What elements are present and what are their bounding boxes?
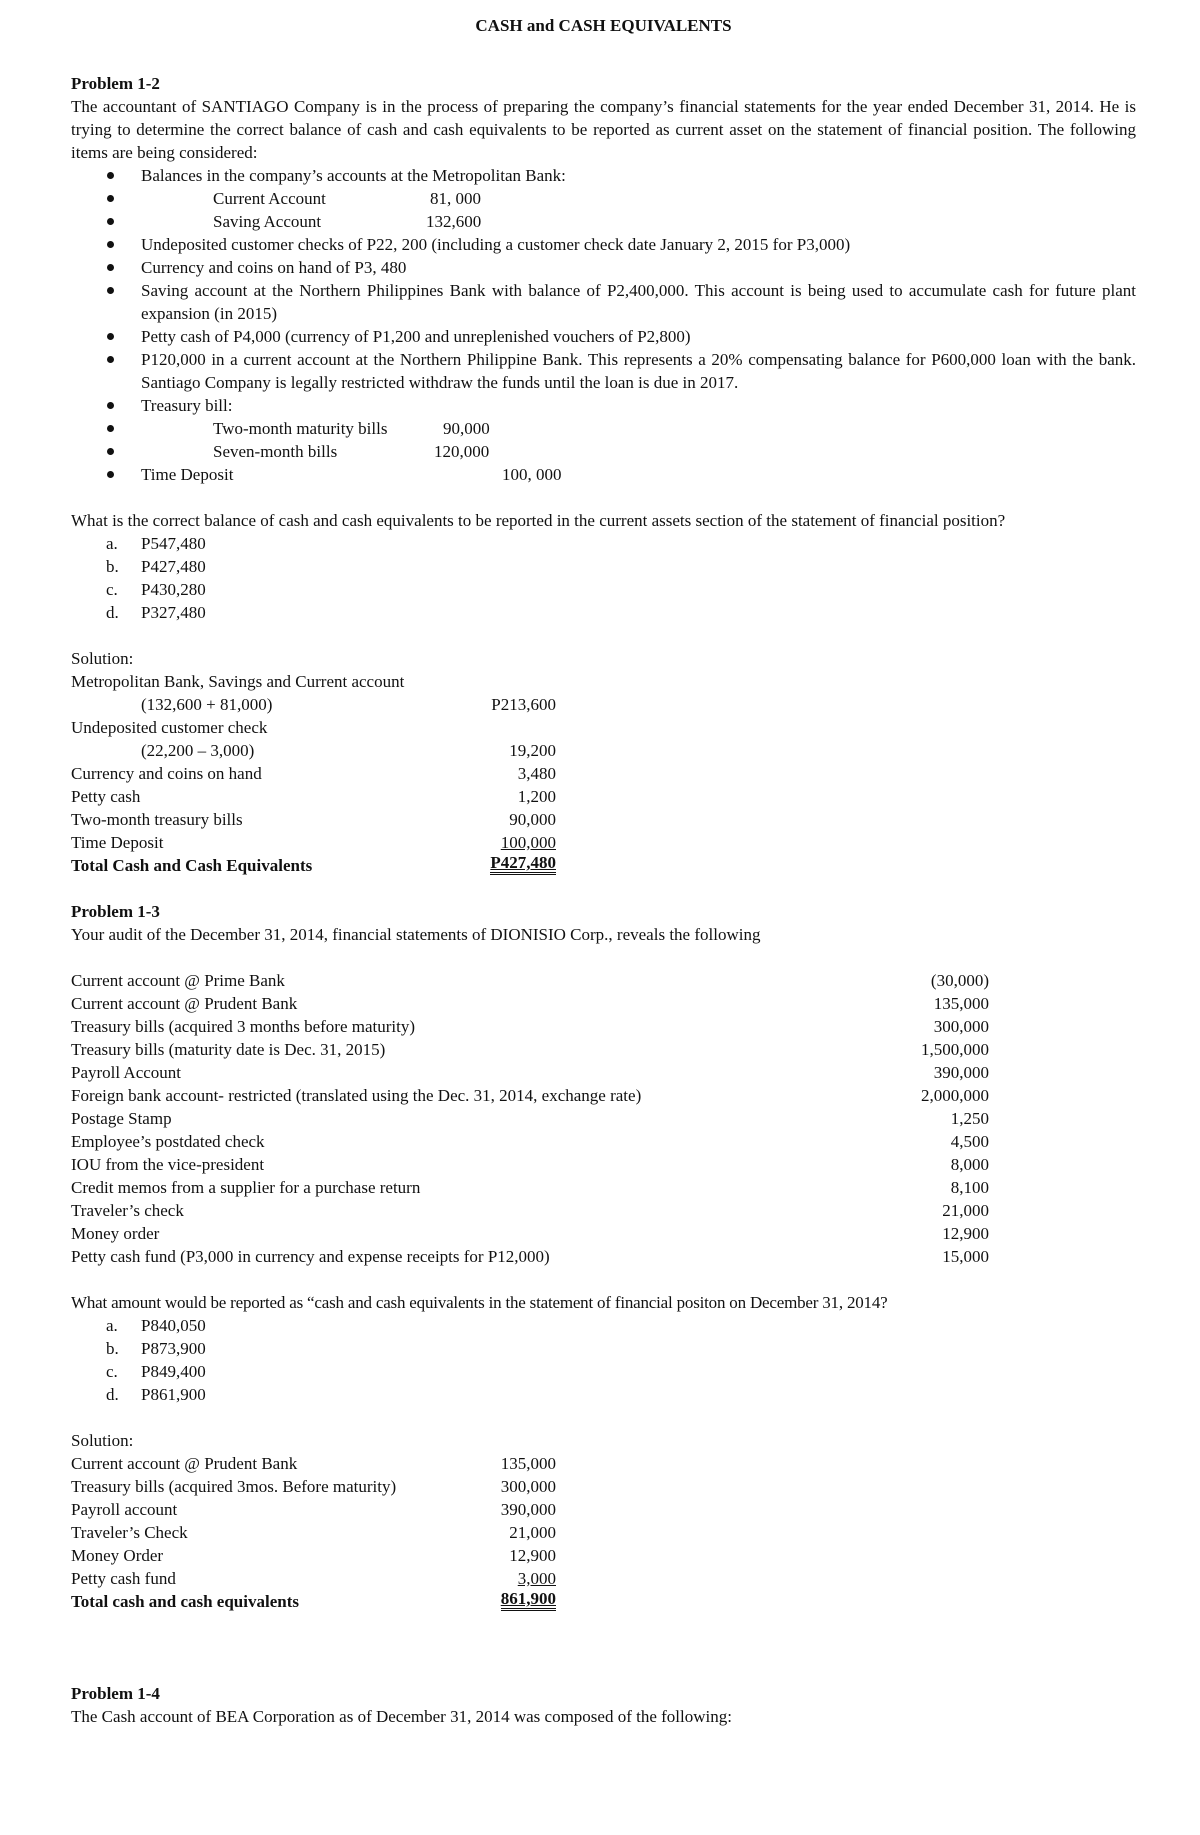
option-a: [71, 1314, 1136, 1337]
page-title: CASH and CASH EQUIVALENTS: [475, 16, 732, 35]
item-label: Foreign bank account- restricted (translated using the Dec. 31, 2014, exchange rate): [71, 1086, 642, 1105]
item-text: P120,000 in a current account at the Northern Philippine Bank. This represents a 20% compensating balance for P600,000 loan with the bank. Santiago Company is legally restricted withdraw the funds until the loan is due in 2017.: [141, 350, 1136, 392]
sub-item-label: Saving Account: [213, 212, 322, 231]
item-amount: 1,500,000: [921, 1040, 989, 1059]
option-b: [71, 1337, 1136, 1360]
table-row: [71, 992, 1136, 1015]
table-row: [71, 1084, 1136, 1107]
option-letter: d.: [106, 603, 119, 622]
solution-row: [71, 739, 1136, 762]
option-letter: d.: [106, 1385, 119, 1404]
item-label: Payroll Account: [71, 1063, 182, 1082]
sub-item-value: 120,000: [434, 442, 490, 461]
table-row: [71, 1130, 1136, 1153]
item-amount: 12,900: [942, 1224, 989, 1243]
list-item: [71, 348, 1136, 394]
problem-1-2-options: [71, 532, 1136, 624]
item-text: Undeposited customer checks of P22, 200 (including a customer check date January 2, 2015 for P3,000): [141, 235, 851, 254]
option-b: [71, 555, 1136, 578]
option-c: [71, 1360, 1136, 1383]
list-item: [71, 256, 1136, 279]
option-letter: b.: [106, 1339, 119, 1358]
item-label: Petty cash fund (P3,000 in currency and expense receipts for P12,000): [71, 1247, 550, 1266]
option-letter: b.: [106, 557, 119, 576]
list-item: [71, 279, 1136, 325]
solution-label: Petty cash: [71, 787, 141, 806]
problem-1-3-question: What amount would be reported as “cash and cash equivalents in the statement of financial positon on December 31, 2014?: [71, 1293, 888, 1312]
solution-total-label: Total cash and cash equivalents: [71, 1592, 299, 1611]
option-text: P430,280: [141, 580, 206, 599]
table-row: [71, 1015, 1136, 1038]
item-label: Treasury bills (acquired 3 months before maturity): [71, 1017, 416, 1036]
item-amount: 135,000: [933, 994, 989, 1013]
problem-1-3-items-table: [71, 969, 1136, 1268]
solution-row: [71, 1475, 1136, 1498]
problem-1-3-solution-label: Solution:: [71, 1431, 134, 1450]
option-text: P427,480: [141, 557, 206, 576]
item-label: Traveler’s check: [71, 1201, 184, 1220]
solution-amount: 1,200: [517, 787, 556, 806]
problem-1-2-intro: The accountant of SANTIAGO Company is in the process of preparing the company’s financial statements for the year ended December 31, 2014. He is trying to determine the correct balance of cash and cash equivalents to be reported as current asset on the statement of financial position. The following items are being considered:: [71, 97, 1136, 162]
option-text: P861,900: [141, 1385, 206, 1404]
item-text: Time Deposit: [141, 465, 234, 484]
item-amount: 15,000: [942, 1247, 989, 1266]
table-row: [71, 1199, 1136, 1222]
item-text: Saving account at the Northern Philippines Bank with balance of P2,400,000. This account is being used to accumulate cash for future plant expansion (in 2015): [141, 281, 1136, 323]
item-amount: 1,250: [950, 1109, 989, 1128]
sub-item: [71, 417, 1136, 440]
table-row: [71, 969, 1136, 992]
sub-item: [71, 440, 1136, 463]
solution-row: [71, 1567, 1136, 1590]
solution-label: Current account @ Prudent Bank: [71, 1454, 298, 1473]
option-text: P840,050: [141, 1316, 206, 1335]
solution-label: Two-month treasury bills: [71, 810, 243, 829]
problem-1-4-heading: Problem 1-4: [71, 1684, 160, 1703]
item-text: Treasury bill:: [141, 396, 233, 415]
solution-row: [71, 1544, 1136, 1567]
problem-1-4-intro: The Cash account of BEA Corporation as of December 31, 2014 was composed of the following:: [71, 1707, 732, 1726]
option-c: [71, 578, 1136, 601]
sub-item: [71, 210, 1136, 233]
item-amount: 8,100: [950, 1178, 989, 1197]
solution-row: [71, 808, 1136, 831]
list-item: [71, 394, 1136, 417]
list-item: [71, 463, 1136, 486]
sub-item-value: 90,000: [443, 419, 490, 438]
item-amount: 21,000: [942, 1201, 989, 1220]
option-letter: c.: [106, 580, 118, 599]
solution-label: Money Order: [71, 1546, 164, 1565]
sub-item-label: Two-month maturity bills: [213, 419, 388, 438]
solution-amount: 3,000: [517, 1569, 556, 1588]
list-item: [71, 233, 1136, 256]
solution-amount: 100,000: [500, 833, 556, 852]
item-label: Employee’s postdated check: [71, 1132, 265, 1151]
item-amount: (30,000): [930, 971, 989, 990]
solution-amount: 19,200: [509, 741, 556, 760]
solution-row: [71, 785, 1136, 808]
table-row: [71, 1222, 1136, 1245]
problem-1-2-items: [71, 164, 1136, 486]
table-row: [71, 1038, 1136, 1061]
table-row: [71, 1245, 1136, 1268]
solution-amount: 90,000: [509, 810, 556, 829]
item-label: Money order: [71, 1224, 160, 1243]
solution-label: Payroll account: [71, 1500, 178, 1519]
option-d: [71, 601, 1136, 624]
item-amount: 8,000: [950, 1155, 989, 1174]
item-value: 100, 000: [502, 465, 562, 484]
solution-row: [71, 831, 1136, 854]
table-row: [71, 1061, 1136, 1084]
sub-item: [71, 187, 1136, 210]
solution-label: Treasury bills (acquired 3mos. Before maturity): [71, 1477, 397, 1496]
solution-total-amount: 861,900: [501, 1590, 556, 1611]
table-row: [71, 1176, 1136, 1199]
solution-amount: 12,900: [509, 1546, 556, 1565]
item-amount: 2,000,000: [921, 1086, 989, 1105]
item-text: Balances in the company’s accounts at the Metropolitan Bank:: [141, 166, 566, 185]
option-letter: a.: [106, 1316, 118, 1335]
solution-row: [71, 670, 1136, 693]
option-letter: c.: [106, 1362, 118, 1381]
problem-1-2-question: What is the correct balance of cash and cash equivalents to be reported in the current assets section of the statement of financial position?: [71, 511, 1006, 530]
solution-amount: 135,000: [500, 1454, 556, 1473]
option-letter: a.: [106, 534, 118, 553]
solution-row: [71, 716, 1136, 739]
solution-label: Time Deposit: [71, 833, 164, 852]
solution-label: Metropolitan Bank, Savings and Current account: [71, 672, 405, 691]
sub-item-label: Seven-month bills: [213, 442, 338, 461]
solution-amount: 390,000: [500, 1500, 556, 1519]
solution-row: [71, 762, 1136, 785]
solution-label: (22,200 – 3,000): [141, 741, 255, 760]
solution-label: Currency and coins on hand: [71, 764, 262, 783]
item-amount: 300,000: [933, 1017, 989, 1036]
item-amount: 390,000: [933, 1063, 989, 1082]
item-label: IOU from the vice-president: [71, 1155, 265, 1174]
item-label: Treasury bills (maturity date is Dec. 31, 2015): [71, 1040, 386, 1059]
solution-row: [71, 1498, 1136, 1521]
item-label: Credit memos from a supplier for a purchase return: [71, 1178, 421, 1197]
item-label: Current account @ Prudent Bank: [71, 994, 298, 1013]
problem-1-3-intro: Your audit of the December 31, 2014, financial statements of DIONISIO Corp., reveals the following: [71, 925, 761, 944]
item-amount: 4,500: [950, 1132, 989, 1151]
problem-1-3-options: [71, 1314, 1136, 1406]
option-text: P849,400: [141, 1362, 206, 1381]
option-a: [71, 532, 1136, 555]
sub-item-value: 132,600: [426, 212, 482, 231]
solution-amount: 3,480: [517, 764, 556, 783]
solution-row: [71, 1452, 1136, 1475]
problem-1-2-solution-label: Solution:: [71, 649, 134, 668]
solution-total-amount: P427,480: [490, 854, 556, 875]
solution-total-row: [71, 1590, 1136, 1613]
solution-label: Traveler’s Check: [71, 1523, 188, 1542]
item-label: Postage Stamp: [71, 1109, 172, 1128]
problem-1-3-heading: Problem 1-3: [71, 902, 160, 921]
option-text: P873,900: [141, 1339, 206, 1358]
solution-amount: 21,000: [509, 1523, 556, 1542]
table-row: [71, 1153, 1136, 1176]
table-row: [71, 1107, 1136, 1130]
sub-item-label: Current Account: [213, 189, 326, 208]
item-text: Petty cash of P4,000 (currency of P1,200 and unreplenished vouchers of P2,800): [141, 327, 691, 346]
item-text: Currency and coins on hand of P3, 480: [141, 258, 407, 277]
option-d: [71, 1383, 1136, 1406]
sub-item-value: 81, 000: [430, 189, 481, 208]
list-item: [71, 164, 1136, 187]
problem-1-3-solution-table: [71, 1452, 1136, 1613]
solution-label: (132,600 + 81,000): [141, 695, 273, 714]
option-text: P327,480: [141, 603, 206, 622]
solution-row: [71, 1521, 1136, 1544]
problem-1-2-solution-table: [71, 670, 1136, 877]
solution-amount: P213,600: [491, 695, 556, 714]
option-text: P547,480: [141, 534, 206, 553]
problem-1-2-heading: Problem 1-2: [71, 74, 160, 93]
solution-label: Undeposited customer check: [71, 718, 268, 737]
item-label: Current account @ Prime Bank: [71, 971, 285, 990]
solution-row: [71, 693, 1136, 716]
solution-total-label: Total Cash and Cash Equivalents: [71, 856, 313, 875]
solution-amount: 300,000: [500, 1477, 556, 1496]
document-page: [71, 0, 1136, 1728]
solution-total-row: [71, 854, 1136, 877]
solution-label: Petty cash fund: [71, 1569, 176, 1588]
list-item: [71, 325, 1136, 348]
